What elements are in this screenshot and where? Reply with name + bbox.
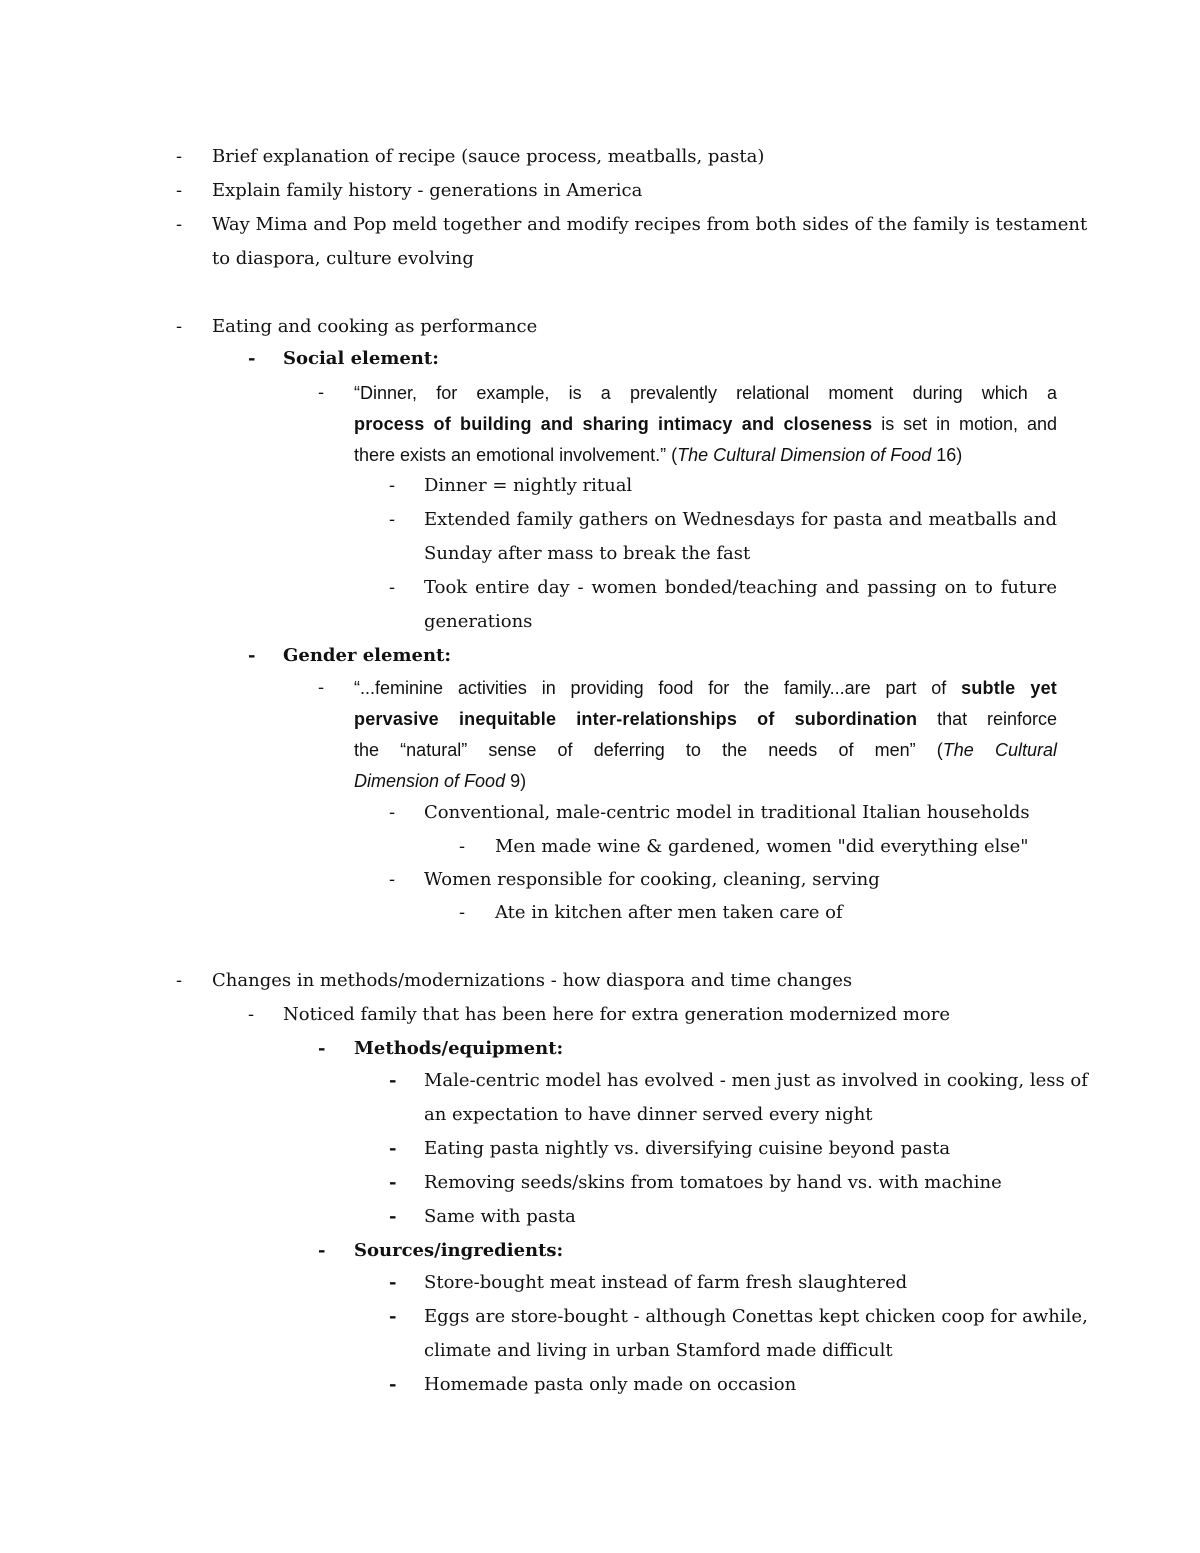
quote-emphasis: process of building and sharing intimacy and closeness xyxy=(354,414,873,434)
outline-item-removing-seeds: Removing seeds/skins from tomatoes by hand vs. with machine xyxy=(424,1172,1002,1193)
quote-emphasis: subtle yet xyxy=(961,678,1057,698)
citation-title: The Cultural xyxy=(942,740,1057,760)
quote-text: “...feminine activities in providing food for the family...are part of xyxy=(354,678,962,698)
bullet-dash: - xyxy=(318,1038,326,1059)
outline-item-eating-cooking: Eating and cooking as performance xyxy=(212,316,538,337)
bullet-dash: - xyxy=(389,802,396,823)
outline-item-eggs-store-bought: Eggs are store-bought - although Conettas kept chicken coop for awhile, xyxy=(424,1306,1088,1327)
quote-feminine-line-4 xyxy=(354,769,526,793)
quote-dinner-line-2 xyxy=(354,412,1057,436)
citation-title: The Cultural Dimension of Food xyxy=(677,445,932,465)
bullet-dash: - xyxy=(389,1206,397,1227)
bullet-dash: - xyxy=(389,577,396,598)
outline-item-store-bought-meat: Store-bought meat instead of farm fresh slaughtered xyxy=(424,1272,908,1293)
outline-item-meld-recipes-cont: to diaspora, culture evolving xyxy=(212,248,474,269)
quote-text: the “natural” sense of deferring to the needs of men” ( xyxy=(354,740,943,760)
outline-item-extended-family xyxy=(424,508,1057,532)
outline-item-ate-in-kitchen: Ate in kitchen after men taken care of xyxy=(495,902,843,923)
item-text: Took entire day - women bonded/teaching and passing on to future xyxy=(424,577,1057,598)
bullet-dash: - xyxy=(318,677,325,698)
outline-item-homemade-pasta: Homemade pasta only made on occasion xyxy=(424,1374,797,1395)
outline-item-male-centric-evolved: Male-centric model has evolved - men just as involved in cooking, less of xyxy=(424,1070,1088,1091)
bullet-dash: - xyxy=(389,509,396,530)
bullet-dash: - xyxy=(176,316,183,337)
bullet-dash: - xyxy=(389,1138,397,1159)
bullet-dash: - xyxy=(176,970,183,991)
bullet-dash: - xyxy=(389,1172,397,1193)
quote-text: there exists an emotional involvement.” ( xyxy=(354,445,678,465)
bullet-dash: - xyxy=(389,869,396,890)
heading-sources-ingredients: Sources/ingredients: xyxy=(354,1240,564,1261)
citation-title: Dimension of Food xyxy=(354,771,506,791)
bullet-dash: - xyxy=(318,1240,326,1261)
outline-item-eating-pasta: Eating pasta nightly vs. diversifying cuisine beyond pasta xyxy=(424,1138,951,1159)
bullet-dash: - xyxy=(389,475,396,496)
outline-item-men-made-wine: Men made wine & gardened, women "did everything else" xyxy=(495,836,1029,857)
outline-item-same-with-pasta: Same with pasta xyxy=(424,1206,576,1227)
outline-item-male-centric-evolved-cont: an expectation to have dinner served every night xyxy=(424,1104,873,1125)
bullet-dash: - xyxy=(459,836,466,857)
quote-feminine-line-1 xyxy=(354,676,1057,700)
bullet-dash: - xyxy=(389,1306,397,1327)
citation-page: 16) xyxy=(931,445,963,465)
outline-item-extended-family-cont: Sunday after mass to break the fast xyxy=(424,543,751,564)
outline-item-dinner-ritual: Dinner = nightly ritual xyxy=(424,475,633,496)
outline-item-changes: Changes in methods/modernizations - how diaspora and time changes xyxy=(212,970,853,991)
bullet-dash: - xyxy=(389,1374,397,1395)
item-text: Extended family gathers on Wednesdays for pasta and meatballs and xyxy=(424,509,1057,530)
outline-item-conventional-model: Conventional, male-centric model in traditional Italian households xyxy=(424,802,1030,823)
bullet-dash: - xyxy=(176,146,183,167)
quote-text: is set in motion, and xyxy=(872,414,1057,434)
outline-item-took-entire-day xyxy=(424,576,1057,600)
bullet-dash: - xyxy=(176,214,183,235)
outline-item-meld-recipes: Way Mima and Pop meld together and modify recipes from both sides of the family is testament xyxy=(212,214,1088,235)
quote-text: “Dinner, for example, is a prevalently relational moment during which a xyxy=(354,383,1057,403)
quote-dinner-line-1 xyxy=(354,381,1057,405)
outline-item-brief-explanation: Brief explanation of recipe (sauce process, meatballs, pasta) xyxy=(212,146,765,167)
bullet-dash: - xyxy=(389,1070,397,1091)
bullet-dash: - xyxy=(248,645,256,666)
bullet-dash: - xyxy=(459,902,466,923)
outline-item-took-entire-day-cont: generations xyxy=(424,611,533,632)
quote-dinner-line-3 xyxy=(354,443,962,467)
citation-page: 9) xyxy=(505,771,527,791)
bullet-dash: - xyxy=(176,180,183,201)
heading-methods-equipment: Methods/equipment: xyxy=(354,1038,564,1059)
heading-social-element: Social element: xyxy=(283,348,439,369)
outline-item-eggs-store-bought-cont: climate and living in urban Stamford made difficult xyxy=(424,1340,893,1361)
outline-item-noticed-family: Noticed family that has been here for extra generation modernized more xyxy=(283,1004,950,1025)
heading-gender-element: Gender element: xyxy=(283,645,451,666)
bullet-dash: - xyxy=(318,382,325,403)
quote-text: that reinforce xyxy=(917,709,1057,729)
bullet-dash: - xyxy=(248,348,256,369)
outline-item-women-responsible: Women responsible for cooking, cleaning, serving xyxy=(424,869,880,890)
quote-feminine-line-3 xyxy=(354,738,1057,762)
bullet-dash: - xyxy=(248,1004,255,1025)
quote-emphasis: pervasive inequitable inter-relationships of subordination xyxy=(354,709,918,729)
quote-feminine-line-2 xyxy=(354,707,1057,731)
outline-item-family-history: Explain family history - generations in America xyxy=(212,180,643,201)
bullet-dash: - xyxy=(389,1272,397,1293)
